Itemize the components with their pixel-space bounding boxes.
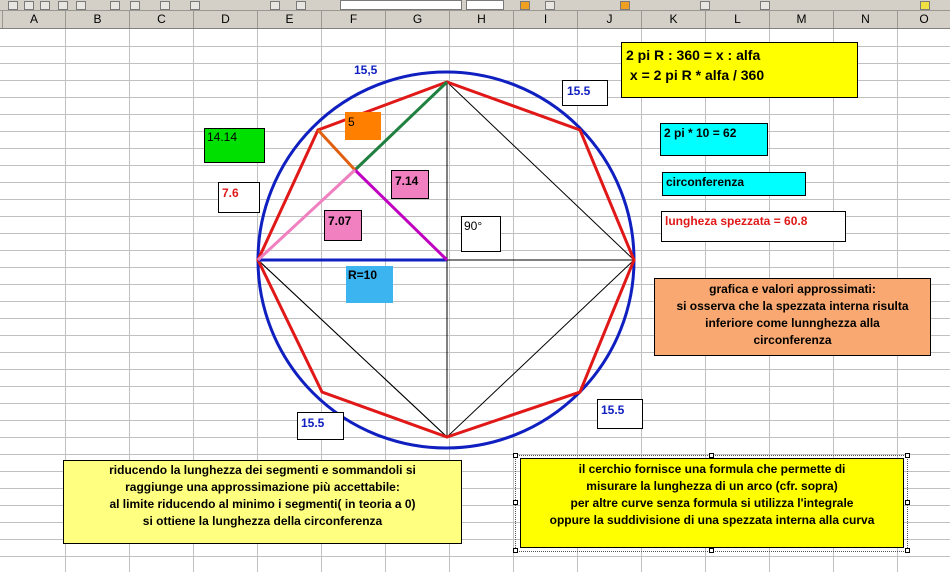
circumference-label-box[interactable]: circonferenza <box>662 172 806 196</box>
reduction-line-1: riducendo la lunghezza dei segmenti e sommandoli si <box>109 463 416 477</box>
observation-line-1: grafica e valori approssimati: <box>709 282 876 296</box>
observation-line-4: circonferenza <box>753 333 832 347</box>
paste-icon[interactable] <box>130 1 140 10</box>
resize-handle-ml[interactable] <box>513 500 518 505</box>
reduction-line-4: si ottiene la lunghezza della circonferenza <box>142 514 383 528</box>
column-header-a[interactable]: A <box>3 11 66 28</box>
toolbar <box>0 0 950 11</box>
formula-note-line-2: misurare la lunghezza di un arco (cfr. sopra) <box>586 479 838 493</box>
formula-line-1: 2 pi R : 360 = x : alfa <box>626 47 761 63</box>
formula-line-2: x = 2 pi R * alfa / 360 <box>626 67 765 83</box>
length-label-7-07[interactable]: 7.07 <box>324 210 362 241</box>
reduction-note-box[interactable] <box>63 460 462 544</box>
length-label-7-14[interactable]: 7.14 <box>391 170 429 199</box>
circumference-value-box[interactable]: 2 pi * 10 = 62 <box>660 123 768 156</box>
chart-icon[interactable] <box>190 1 200 10</box>
new-file-icon[interactable] <box>8 1 18 10</box>
resize-handle-tc[interactable] <box>709 453 714 458</box>
resize-handle-tr[interactable] <box>905 453 910 458</box>
column-header-d[interactable]: D <box>194 11 258 28</box>
resize-handle-bc[interactable] <box>709 548 714 553</box>
resize-handle-bl[interactable] <box>513 548 518 553</box>
observation-line-3: inferiore come lunnghezza alla <box>705 316 880 330</box>
font-color-icon[interactable] <box>620 1 630 10</box>
formula-note-line-3: per altre curve senza formula si utilizza l'integrale <box>570 496 854 510</box>
column-header-k[interactable]: K <box>642 11 706 28</box>
column-header-i[interactable]: I <box>514 11 578 28</box>
column-header-c[interactable]: C <box>130 11 194 28</box>
formula-box[interactable] <box>621 42 858 98</box>
zoom-icon[interactable] <box>760 1 770 10</box>
observation-box[interactable] <box>654 278 931 356</box>
column-header-o[interactable]: O <box>898 11 950 28</box>
reduction-line-2: raggiunge una approssimazione più accettabile: <box>125 480 400 494</box>
draw-icon[interactable] <box>270 1 280 10</box>
column-header-g[interactable]: G <box>386 11 450 28</box>
segment-label-topright[interactable]: 15.5 <box>562 80 608 106</box>
segment-label-bottomleft[interactable]: 15.5 <box>297 412 344 440</box>
column-header-m[interactable]: M <box>770 11 834 28</box>
formula-note-line-4: oppure la suddivisione di una spezzata interna alla curva <box>549 513 875 527</box>
resize-handle-tl[interactable] <box>513 453 518 458</box>
column-header-h[interactable]: H <box>450 11 514 28</box>
format-icon[interactable] <box>160 1 170 10</box>
help-icon[interactable] <box>920 1 930 10</box>
length-label-7-6[interactable]: 7.6 <box>218 182 260 213</box>
insert-icon[interactable] <box>296 1 306 10</box>
column-header-l[interactable]: L <box>706 11 770 28</box>
font-name-dropdown[interactable] <box>340 0 462 10</box>
column-header-row <box>0 11 950 29</box>
font-size-dropdown[interactable] <box>466 0 504 10</box>
preview-icon[interactable] <box>76 1 86 10</box>
resize-handle-br[interactable] <box>905 548 910 553</box>
save-icon[interactable] <box>40 1 50 10</box>
column-header-j[interactable]: J <box>578 11 642 28</box>
column-header-b[interactable]: B <box>66 11 130 28</box>
polyline-length-box[interactable]: lungheza spezzata = 60.8 <box>661 211 846 242</box>
formula-note-line-1: il cerchio fornisce una formula che permette di <box>578 462 846 476</box>
align-icon[interactable] <box>545 1 555 10</box>
resize-handle-mr[interactable] <box>905 500 910 505</box>
observation-line-2: si osserva che la spezzata interna risulta <box>676 299 909 313</box>
column-header-f[interactable]: F <box>322 11 386 28</box>
length-label-14-14[interactable]: 14.14 <box>204 128 265 163</box>
segment-label-top[interactable]: 15,5 <box>354 63 378 77</box>
radius-label[interactable]: R=10 <box>346 266 393 303</box>
print-icon[interactable] <box>58 1 68 10</box>
formula-note-box[interactable] <box>520 458 904 548</box>
open-file-icon[interactable] <box>24 1 34 10</box>
length-label-5[interactable]: 5 <box>345 112 381 140</box>
reduction-line-3: al limite riducendo al minimo i segmenti( in teoria a 0) <box>109 497 416 511</box>
angle-label[interactable]: 90° <box>461 216 501 252</box>
segment-label-bottomright[interactable]: 15.5 <box>597 399 643 429</box>
border-icon[interactable] <box>700 1 710 10</box>
column-header-n[interactable]: N <box>834 11 898 28</box>
fill-color-icon[interactable] <box>520 1 530 10</box>
column-header-e[interactable]: E <box>258 11 322 28</box>
copy-icon[interactable] <box>110 1 120 10</box>
